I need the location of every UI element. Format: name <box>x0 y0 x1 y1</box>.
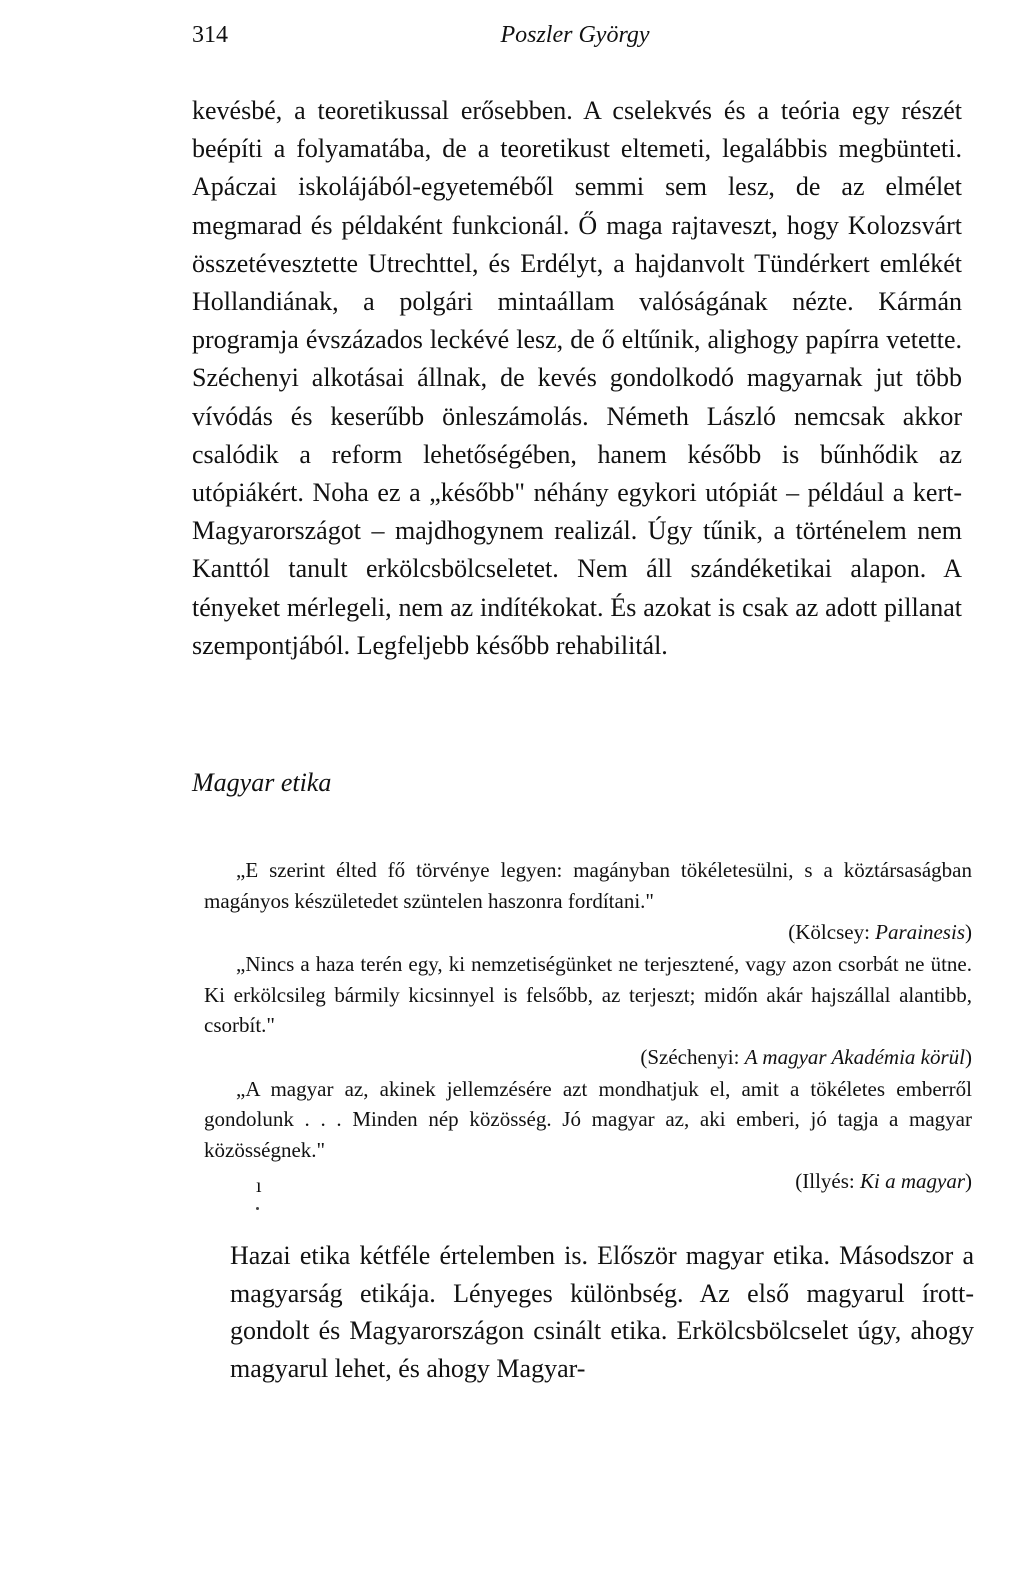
quote-work: Ki a magyar <box>860 1169 965 1193</box>
page-number: 314 <box>192 22 228 48</box>
epigraph-kolcsey <box>204 855 972 949</box>
quote-text: „E szerint élted fő törvénye legyen: magányban tökéletesülni, s a köztársaságban magányos készületedet szüntelen haszonra fordítani." <box>204 858 972 913</box>
quote-attribution: (Illyés: Ki a magyar) <box>795 1169 972 1193</box>
stray-dot <box>256 1207 259 1210</box>
quote-work: Parainesis <box>875 920 965 944</box>
quote-author: Kölcsey: <box>795 920 870 944</box>
quote-text: „Nincs a haza terén egy, ki nemzetiségünket ne terjesztené, vagy azon csorbát ne ütne. Ki erkölcsileg bármily kicsinnyel is felsőbb, az terjeszt; midőn akár hajszállal alantibb, csorbít." <box>204 952 972 1037</box>
epigraph-block <box>204 855 972 1198</box>
quote-attribution: (Széchenyi: A magyar Akadémia körül) <box>640 1044 972 1069</box>
epigraph-illyes <box>204 1074 972 1199</box>
stray-mark: ı <box>256 1175 262 1197</box>
quote-attribution: (Kölcsey: Parainesis) <box>788 920 972 944</box>
quote-author: Illyés: <box>802 1169 855 1193</box>
quote-text: „A magyar az, akinek jellemzésére azt mondhatjuk el, amit a tökéletes emberről gondolunk . . . Minden nép közösség. Jó magyar az, aki emberi, jó tagja a magyar közösségnek." <box>204 1076 972 1162</box>
quote-work: A magyar Akadémia körül <box>744 1044 965 1069</box>
running-head: Poszler György <box>500 22 650 48</box>
body-paragraph: kevésbé, a teoretikussal erősebben. A cselekvés és a teória egy részét beépíti a folyamatába, de a teoretikust eltemeti, legalábbis megbünteti. Apáczai iskolájából-egyeteméből semmi sem lesz, de az elmélet megmarad és példaként funkcionál. Ő maga rajtaveszt, hogy Kolozsvárt összetévesztette Utrechttel, és Erdélyt, a hajdanvolt Tündérkert emlékét Hollandiának, a polgári mintaállam valóságának nézte. Kármán programja évszázados leckévé lesz, de ő eltűnik, alighogy papírra vetette. Széchenyi alkotásai állnak, de kevés gondolkodó magyarnak jut több vívódás és keserűbb önleszámolás. Németh László nemcsak akkor csalódik a reform lehetőségében, hanem később is bűnhődik az utópiákért. Noha ez a „később" néhány egykori utópiát – például a kert-Magyarországot – majdhogynem realizál. Úgy tűnik, a történelem nem Kanttól tanult erkölcsbölcseletet. Nem áll szándéketikai alapon. A tényeket mérlegeli, nem az indítékokat. És azokat is csak az adott pillanat szempontjából. Legfeljebb később rehabilitál. <box>192 96 962 660</box>
quote-author: Széchenyi: <box>647 1044 740 1069</box>
epigraph-szechenyi <box>204 949 972 1074</box>
final-paragraph: Hazai etika kétféle értelemben is. Először magyar etika. Másodszor a magyarság etikája. Lényeges különbség. Az első magyarul írott-gondolt és Magyarországon csinált etika. Erkölcsbölcselet úgy, ahogy magyarul lehet, és ahogy Magyar- <box>230 1241 974 1383</box>
section-heading: Magyar etika <box>192 768 332 797</box>
